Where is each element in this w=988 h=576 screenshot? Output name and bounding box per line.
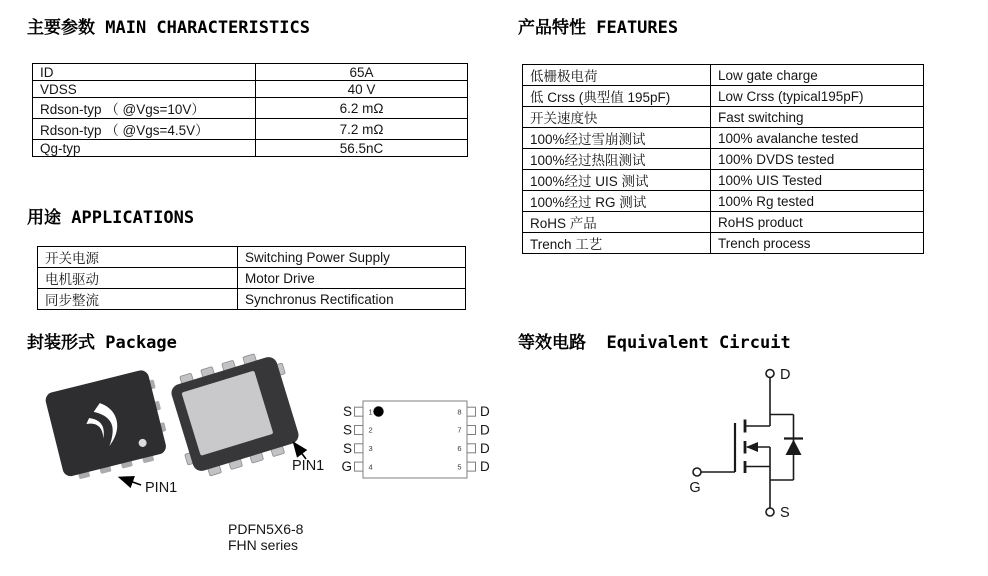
gate-terminal-node — [693, 468, 701, 476]
param-cell: ID — [33, 64, 256, 81]
table-row — [523, 212, 924, 233]
value-cell: 56.5nC — [256, 140, 468, 157]
source-terminal-label: S — [780, 505, 790, 521]
value-cell: 7.2 mΩ — [256, 119, 468, 140]
drain-terminal-node — [766, 370, 774, 378]
table-row — [38, 289, 466, 310]
feature-en-cell: RoHS product — [711, 212, 924, 233]
pin1-arrow — [120, 478, 141, 486]
feature-en-cell: 100% Rg tested — [711, 191, 924, 212]
pin-label: S — [342, 440, 352, 456]
feature-cn-cell: Trench 工艺 — [523, 233, 711, 254]
table-row — [38, 247, 466, 268]
heading-equivalent-circuit: 等效电路 Equivalent Circuit — [518, 333, 791, 353]
pin-number: 6 — [457, 444, 462, 453]
heading-applications: 用途 APPLICATIONS — [27, 208, 195, 228]
param-cell: Qg-typ — [33, 140, 256, 157]
value-cell: 6.2 mΩ — [256, 98, 468, 119]
pin-number: 7 — [457, 425, 462, 435]
package-figure — [25, 352, 495, 522]
pin1-label: PIN1 — [145, 480, 178, 496]
table-row — [523, 149, 924, 170]
pin-label: D — [480, 422, 490, 438]
heading-package: 封装形式 Package — [27, 333, 177, 353]
feature-cn-cell: RoHS 产品 — [523, 212, 711, 233]
feature-cn-cell: 100%经过热阻测试 — [523, 149, 711, 170]
feature-en-cell: 100% avalanche tested — [711, 128, 924, 149]
pin-number: 3 — [368, 444, 373, 453]
main-characteristics-table — [32, 63, 468, 157]
pin-number: 5 — [457, 462, 462, 472]
application-en-cell: Synchronus Rectification — [238, 289, 466, 310]
application-en-cell: Motor Drive — [238, 268, 466, 289]
pin1-dot — [373, 406, 383, 416]
param-cell: Rdson-typ （ @Vgs=10V） — [33, 98, 256, 119]
feature-en-cell: 100% DVDS tested — [711, 149, 924, 170]
pin-number: 4 — [368, 462, 373, 472]
pin1-label: PIN1 — [292, 458, 325, 474]
table-row — [33, 140, 468, 157]
feature-en-cell: Fast switching — [711, 107, 924, 128]
series-name: FHN series — [228, 537, 299, 553]
feature-cn-cell: 低栅极电荷 — [523, 65, 711, 86]
table-row — [523, 170, 924, 191]
table-row — [523, 86, 924, 107]
param-cell: VDSS — [33, 81, 256, 98]
package-top-view-image — [44, 368, 173, 483]
drain-terminal-label: D — [780, 367, 791, 383]
application-en-cell: Switching Power Supply — [238, 247, 466, 268]
pin-number: 2 — [368, 425, 373, 435]
application-cn-cell: 开关电源 — [38, 247, 238, 268]
pin-label: S — [342, 404, 352, 420]
table-row — [523, 233, 924, 254]
heading-features: 产品特性 FEATURES — [518, 18, 679, 38]
value-cell: 40 V — [256, 81, 468, 98]
application-cn-cell: 电机驱动 — [38, 268, 238, 289]
pin-number: 8 — [457, 407, 462, 417]
application-cn-cell: 同步整流 — [38, 289, 238, 310]
param-cell: Rdson-typ （ @Vgs=4.5V） — [33, 119, 256, 140]
table-row — [523, 107, 924, 128]
gate-terminal-label: G — [689, 480, 701, 496]
table-row — [33, 64, 468, 81]
pinout-diagram — [341, 401, 490, 478]
package-bottom-view-image — [162, 352, 307, 481]
feature-cn-cell: 开关速度快 — [523, 107, 711, 128]
package-caption — [228, 521, 303, 553]
source-terminal-node — [766, 508, 774, 516]
feature-cn-cell: 100%经过雪崩测试 — [523, 128, 711, 149]
pin-label: D — [480, 440, 490, 456]
feature-en-cell: Low Crss (typical195pF) — [711, 86, 924, 107]
pin-label: D — [480, 459, 490, 475]
feature-en-cell: Trench process — [711, 233, 924, 254]
pin-label: G — [341, 459, 352, 475]
table-row — [38, 268, 466, 289]
body-diode — [786, 440, 802, 456]
mosfet-symbol — [693, 370, 803, 517]
features-table — [522, 64, 924, 254]
pin1-arrow — [294, 443, 306, 459]
table-row — [33, 81, 468, 98]
table-row — [523, 65, 924, 86]
value-cell: 65A — [256, 64, 468, 81]
feature-cn-cell: 低 Crss (典型值 195pF) — [523, 86, 711, 107]
pin-number: 1 — [368, 407, 373, 417]
feature-en-cell: 100% UIS Tested — [711, 170, 924, 191]
pin-label: S — [342, 422, 352, 438]
package-name: PDFN5X6-8 — [228, 521, 304, 537]
table-row — [33, 119, 468, 140]
feature-en-cell: Low gate charge — [711, 65, 924, 86]
table-row — [523, 128, 924, 149]
table-row — [523, 191, 924, 212]
body-contact-arrow — [746, 442, 758, 452]
feature-cn-cell: 100%经过 UIS 测试 — [523, 170, 711, 191]
pin-label: D — [480, 404, 490, 420]
heading-main-characteristics: 主要参数 MAIN CHARACTERISTICS — [27, 18, 310, 38]
table-row — [33, 98, 468, 119]
applications-table — [37, 246, 466, 310]
equivalent-circuit-diagram — [620, 353, 900, 548]
feature-cn-cell: 100%经过 RG 测试 — [523, 191, 711, 212]
